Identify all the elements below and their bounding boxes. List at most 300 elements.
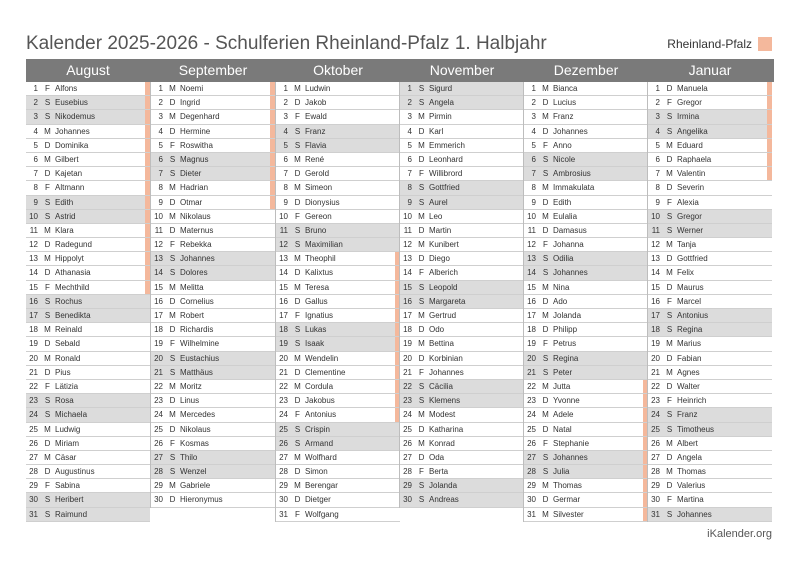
day-number: 23 — [403, 396, 412, 406]
day-row — [151, 210, 275, 224]
name-day: Valerius — [677, 481, 706, 491]
weekday: M — [542, 84, 549, 93]
name-day: Petrus — [553, 339, 577, 349]
day-number: 5 — [531, 140, 536, 150]
name-day: Dominika — [55, 140, 89, 150]
day-number: 4 — [283, 126, 288, 136]
name-day: Irmina — [677, 112, 700, 122]
day-number: 23 — [527, 396, 536, 406]
weekday: M — [542, 311, 549, 320]
day-number: 28 — [527, 467, 536, 477]
name-day: Flavia — [305, 140, 327, 150]
day-row — [276, 224, 400, 238]
weekday: M — [418, 211, 425, 221]
day-row — [648, 266, 772, 280]
day-number: 23 — [29, 396, 38, 406]
day-row — [400, 366, 524, 380]
day-number: 18 — [403, 325, 412, 335]
weekday: D — [542, 225, 549, 235]
weekday: M — [169, 84, 176, 93]
weekday: M — [666, 339, 673, 349]
weekday: M — [44, 225, 51, 235]
name-day: Odilia — [553, 254, 574, 264]
weekday: F — [419, 169, 424, 179]
weekday: S — [169, 169, 176, 179]
weekday: D — [294, 169, 301, 179]
weekday: M — [169, 282, 176, 292]
day-number: 3 — [531, 112, 536, 122]
weekday: M — [294, 381, 301, 391]
weekday: D — [418, 225, 425, 235]
name-day: Manuela — [677, 84, 708, 93]
weekday: S — [44, 98, 51, 108]
weekday: F — [667, 98, 672, 108]
day-number: 23 — [651, 396, 660, 406]
name-day: Leonhard — [429, 154, 463, 164]
weekday: S — [542, 268, 549, 278]
day-number: 1 — [407, 84, 412, 93]
name-day: Eustachius — [180, 353, 220, 363]
day-number: 10 — [154, 211, 163, 221]
name-day: Tanja — [677, 240, 697, 250]
day-number: 17 — [29, 311, 38, 320]
day-number: 28 — [651, 467, 660, 477]
day-row — [151, 110, 275, 124]
day-row — [524, 380, 648, 394]
day-number: 10 — [403, 211, 412, 221]
day-number: 28 — [154, 467, 163, 477]
name-day: Ronald — [55, 353, 81, 363]
name-day: Gottfried — [429, 183, 460, 193]
day-number: 2 — [33, 98, 38, 108]
weekday: S — [44, 509, 51, 519]
weekday: S — [418, 282, 425, 292]
weekday: M — [418, 438, 425, 448]
name-day: Bianca — [553, 84, 578, 93]
day-row — [648, 281, 772, 295]
month-name-4: November — [429, 62, 495, 78]
name-day: Melitta — [180, 282, 204, 292]
column-divider — [523, 82, 524, 522]
day-row — [400, 110, 524, 124]
day-number: 22 — [279, 381, 288, 391]
weekday: M — [169, 211, 176, 221]
day-row — [276, 465, 400, 479]
day-number: 19 — [29, 339, 38, 349]
day-row — [524, 167, 648, 181]
day-row — [400, 323, 524, 337]
weekday: F — [667, 296, 672, 306]
day-row — [524, 125, 648, 139]
weekday: S — [169, 353, 176, 363]
day-number: 7 — [531, 169, 536, 179]
day-row — [648, 210, 772, 224]
holiday-marker — [767, 82, 772, 95]
day-row — [151, 394, 275, 408]
day-number: 1 — [33, 84, 38, 93]
weekday: D — [294, 495, 301, 505]
weekday: F — [543, 240, 548, 250]
day-row — [151, 139, 275, 153]
day-number: 21 — [279, 367, 288, 377]
name-day: Lukas — [305, 325, 327, 335]
day-number: 5 — [33, 140, 38, 150]
month-name-6: Januar — [688, 62, 732, 78]
day-number: 7 — [655, 169, 660, 179]
weekday: F — [295, 211, 300, 221]
day-row — [26, 352, 150, 366]
day-number: 29 — [527, 481, 536, 491]
day-number: 9 — [655, 197, 660, 207]
weekday: D — [44, 438, 51, 448]
weekday: D — [294, 367, 301, 377]
day-row — [151, 366, 275, 380]
day-number: 4 — [33, 126, 38, 136]
day-row — [524, 479, 648, 493]
day-number: 9 — [158, 197, 163, 207]
name-day: Agnes — [677, 367, 700, 377]
name-day: Johannes — [429, 367, 464, 377]
name-day: Noemi — [180, 84, 204, 93]
day-number: 26 — [279, 438, 288, 448]
weekday: F — [45, 381, 50, 391]
day-number: 6 — [283, 154, 288, 164]
name-day: Johannes — [677, 509, 712, 519]
day-number: 3 — [158, 112, 163, 122]
day-row — [26, 125, 150, 139]
day-number: 20 — [29, 353, 38, 363]
name-day: Philipp — [553, 325, 578, 335]
name-day: Augustinus — [55, 467, 95, 477]
day-row — [26, 451, 150, 465]
name-day: Kalixtus — [305, 268, 334, 278]
weekday: F — [170, 438, 175, 448]
day-number: 17 — [403, 311, 412, 320]
name-day: Isaak — [305, 339, 325, 349]
day-row — [648, 380, 772, 394]
weekday: M — [666, 438, 673, 448]
day-row — [26, 110, 150, 124]
name-day: Franz — [677, 410, 698, 420]
name-day: Michaela — [55, 410, 88, 420]
weekday: M — [542, 211, 549, 221]
day-row — [648, 451, 772, 465]
day-number: 30 — [279, 495, 288, 505]
weekday: D — [666, 154, 673, 164]
name-day: Nina — [553, 282, 570, 292]
day-row — [648, 82, 772, 96]
day-number: 11 — [279, 225, 288, 235]
day-number: 5 — [407, 140, 412, 150]
day-row — [648, 394, 772, 408]
name-day: Jakobus — [305, 396, 335, 406]
day-number: 7 — [158, 169, 163, 179]
name-day: Gottfried — [677, 254, 708, 264]
holiday-marker — [767, 139, 772, 152]
day-number: 10 — [29, 211, 38, 221]
footer-credit: iKalender.org — [707, 528, 772, 540]
weekday: D — [44, 169, 51, 179]
day-row — [524, 153, 648, 167]
weekday: S — [542, 353, 549, 363]
name-day: Marcel — [677, 296, 702, 306]
day-number: 21 — [154, 367, 163, 377]
weekday: M — [169, 112, 176, 122]
day-number: 19 — [279, 339, 288, 349]
name-day: Cäsar — [55, 452, 77, 462]
weekday: S — [542, 367, 549, 377]
day-row — [400, 309, 524, 323]
day-row — [276, 167, 400, 181]
weekday: M — [418, 410, 425, 420]
name-day: Mercedes — [180, 410, 216, 420]
day-row — [276, 196, 400, 210]
day-row — [648, 337, 772, 351]
weekday: M — [542, 381, 549, 391]
weekday: F — [543, 339, 548, 349]
day-row — [151, 238, 275, 252]
weekday: F — [45, 84, 50, 93]
day-number: 13 — [403, 254, 412, 264]
day-number: 31 — [29, 509, 38, 519]
day-row — [151, 352, 275, 366]
weekday: F — [170, 140, 175, 150]
weekday: D — [666, 452, 673, 462]
name-day: Bettina — [429, 339, 454, 349]
weekday: S — [418, 84, 425, 93]
weekday: D — [418, 126, 425, 136]
weekday: D — [666, 381, 673, 391]
month-column — [400, 82, 524, 508]
day-row — [648, 323, 772, 337]
day-row — [276, 153, 400, 167]
day-row — [524, 281, 648, 295]
weekday: M — [294, 481, 301, 491]
day-row — [648, 479, 772, 493]
day-row — [524, 224, 648, 238]
day-row — [400, 479, 524, 493]
name-day: Eduard — [677, 140, 703, 150]
day-row — [648, 437, 772, 451]
month-name-5: Dezember — [553, 62, 619, 78]
weekday: S — [294, 339, 301, 349]
weekday: M — [542, 183, 549, 193]
name-day: Thilo — [180, 452, 198, 462]
name-day: Felix — [677, 268, 694, 278]
day-number: 16 — [527, 296, 536, 306]
day-number: 16 — [279, 296, 288, 306]
day-number: 22 — [154, 381, 163, 391]
day-row — [151, 380, 275, 394]
weekday: S — [418, 183, 425, 193]
day-row — [648, 508, 772, 522]
name-day: Alexia — [677, 197, 699, 207]
weekday: D — [294, 268, 301, 278]
weekday: S — [666, 424, 673, 434]
name-day: Klara — [55, 225, 74, 235]
holiday-marker — [767, 125, 772, 138]
name-day: Ignatius — [305, 311, 334, 320]
day-row — [276, 96, 400, 110]
day-row — [276, 479, 400, 493]
name-day: Fabian — [677, 353, 702, 363]
name-day: Gabriele — [180, 481, 211, 491]
weekday: M — [294, 84, 301, 93]
weekday: S — [418, 197, 425, 207]
name-day: Martina — [677, 495, 704, 505]
day-row — [26, 210, 150, 224]
day-row — [26, 96, 150, 110]
day-number: 18 — [279, 325, 288, 335]
day-row — [151, 181, 275, 195]
weekday: D — [542, 495, 549, 505]
day-row — [151, 266, 275, 280]
day-row — [26, 309, 150, 323]
name-day: Gregor — [677, 98, 702, 108]
weekday: M — [666, 169, 673, 179]
day-row — [151, 281, 275, 295]
name-day: Rebekka — [180, 240, 212, 250]
name-day: Reinald — [55, 325, 83, 335]
weekday: D — [169, 225, 176, 235]
weekday: M — [44, 154, 51, 164]
name-day: Ado — [553, 296, 568, 306]
day-row — [26, 337, 150, 351]
day-row — [524, 394, 648, 408]
day-number: 17 — [279, 311, 288, 320]
weekday: M — [169, 481, 176, 491]
weekday: S — [44, 311, 51, 320]
weekday: S — [44, 197, 51, 207]
day-number: 6 — [33, 154, 38, 164]
day-row — [26, 323, 150, 337]
day-row — [276, 394, 400, 408]
day-number: 2 — [407, 98, 412, 108]
day-number: 15 — [29, 282, 38, 292]
day-row — [276, 366, 400, 380]
column-divider — [275, 82, 276, 522]
day-number: 16 — [29, 296, 38, 306]
name-day: Albert — [677, 438, 698, 448]
day-number: 25 — [651, 424, 660, 434]
name-day: Severin — [677, 183, 705, 193]
day-row — [524, 96, 648, 110]
name-day: Cäcilia — [429, 381, 454, 391]
day-row — [524, 110, 648, 124]
day-row — [400, 238, 524, 252]
name-day: Clementine — [305, 367, 346, 377]
day-number: 2 — [283, 98, 288, 108]
day-number: 7 — [407, 169, 412, 179]
name-day: Eusebius — [55, 98, 88, 108]
day-number: 25 — [154, 424, 163, 434]
day-number: 26 — [403, 438, 412, 448]
weekday: M — [418, 339, 425, 349]
name-day: Pius — [55, 367, 71, 377]
day-row — [26, 366, 150, 380]
weekday: M — [294, 183, 301, 193]
weekday: D — [542, 325, 549, 335]
day-number: 27 — [279, 452, 288, 462]
day-number: 12 — [154, 240, 163, 250]
day-number: 19 — [527, 339, 536, 349]
weekday: M — [44, 126, 51, 136]
day-row — [524, 196, 648, 210]
column-divider — [399, 82, 400, 508]
day-number: 9 — [33, 197, 38, 207]
day-number: 28 — [403, 467, 412, 477]
day-number: 16 — [403, 296, 412, 306]
name-day: Ludwig — [55, 424, 81, 434]
day-row — [400, 125, 524, 139]
name-day: Ludwin — [305, 84, 331, 93]
weekday: D — [169, 197, 176, 207]
weekday: S — [418, 481, 425, 491]
weekday: S — [44, 396, 51, 406]
day-row — [276, 309, 400, 323]
weekday: M — [294, 254, 301, 264]
day-row — [400, 224, 524, 238]
day-number: 16 — [154, 296, 163, 306]
name-day: Jolanda — [553, 311, 582, 320]
name-day: Gallus — [305, 296, 328, 306]
day-number: 1 — [531, 84, 536, 93]
name-day: Edith — [55, 197, 74, 207]
day-row — [151, 309, 275, 323]
day-row — [400, 493, 524, 507]
weekday: S — [666, 225, 673, 235]
day-number: 22 — [651, 381, 660, 391]
name-day: Antonius — [677, 311, 709, 320]
day-number: 3 — [283, 112, 288, 122]
day-number: 19 — [651, 339, 660, 349]
day-number: 1 — [283, 84, 288, 93]
name-day: Athanasia — [55, 268, 91, 278]
name-day: Dietger — [305, 495, 331, 505]
day-row — [648, 252, 772, 266]
day-number: 14 — [154, 268, 163, 278]
day-row — [26, 295, 150, 309]
weekday: M — [169, 183, 176, 193]
weekday: S — [666, 211, 673, 221]
day-row — [276, 408, 400, 422]
name-day: Maternus — [180, 225, 214, 235]
weekday: D — [169, 98, 176, 108]
day-number: 25 — [403, 424, 412, 434]
day-number: 5 — [283, 140, 288, 150]
weekday: D — [418, 325, 425, 335]
day-row — [26, 408, 150, 422]
day-number: 20 — [651, 353, 660, 363]
day-row — [26, 380, 150, 394]
weekday: S — [542, 467, 549, 477]
day-row — [400, 139, 524, 153]
name-day: Natal — [553, 424, 572, 434]
day-number: 27 — [29, 452, 38, 462]
name-day: Lätizia — [55, 381, 79, 391]
weekday: D — [418, 424, 425, 434]
day-number: 13 — [279, 254, 288, 264]
weekday: S — [666, 410, 673, 420]
day-number: 7 — [33, 169, 38, 179]
name-day: Johanna — [553, 240, 584, 250]
name-day: Angela — [429, 98, 454, 108]
weekday: S — [44, 495, 51, 505]
day-row — [648, 139, 772, 153]
day-row — [26, 224, 150, 238]
name-day: Wilhelmine — [180, 339, 220, 349]
name-day: Emmerich — [429, 140, 466, 150]
